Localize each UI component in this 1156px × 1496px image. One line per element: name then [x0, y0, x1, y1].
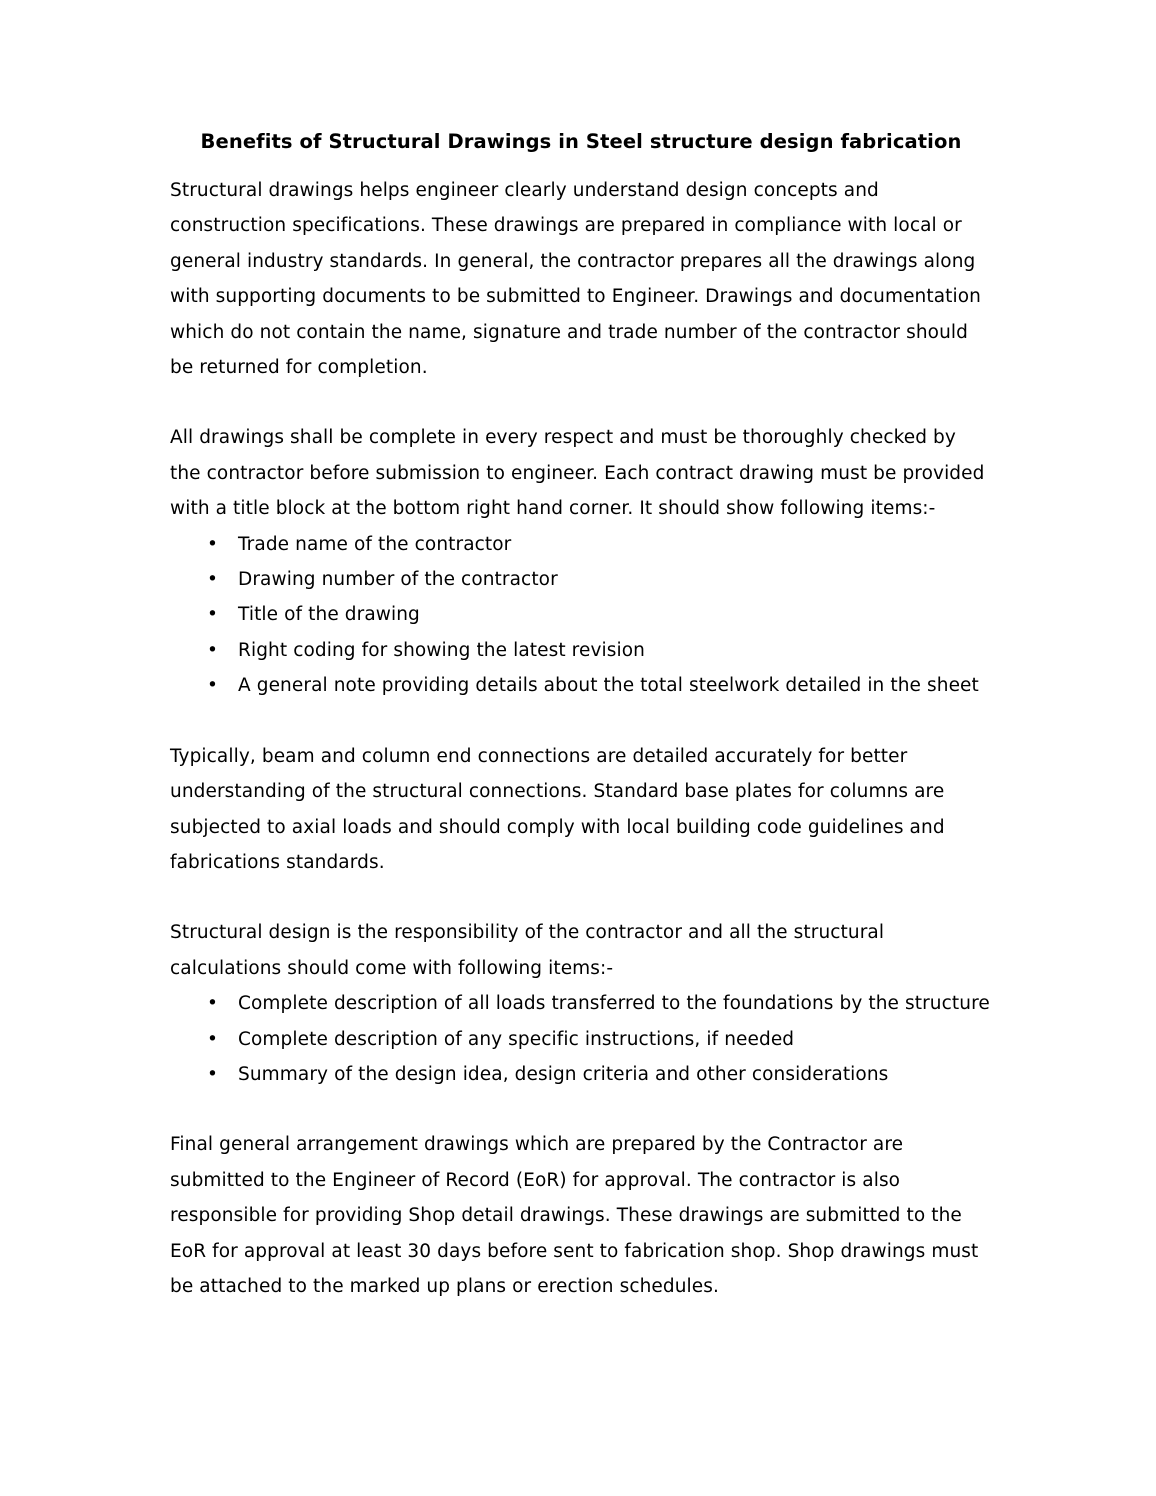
list-item: • A general note providing details about the total steelwork detailed in the sheet	[170, 668, 992, 703]
paragraph-final-drawings: Final general arrangement drawings which are prepared by the Contractor are submitted to the Engineer of Record (EoR) for approval. The contractor is also responsible for providing Shop detail drawings. These drawings are submitted to the EoR for approval at least 30 days before sent to fabrication shop. Shop drawings must be attached to the marked up plans or erection schedules.	[170, 1134, 979, 1297]
list-item: • Trade name of the contractor	[170, 527, 992, 562]
document-title: Benefits of Structural Drawings in Steel structure design fabrication	[200, 130, 962, 153]
paragraph-title-block-requirements: All drawings shall be complete in every respect and must be thoroughly checked by the contractor before submission to engineer. Each contract drawing must be provided with a title block at the bottom right hand corner. It should show following items:-	[170, 427, 985, 520]
list-item: • Drawing number of the contractor	[170, 562, 992, 597]
list-item: • Right coding for showing the latest revision	[170, 633, 992, 668]
list-item: • Summary of the design idea, design criteria and other considerations	[170, 1057, 992, 1092]
paragraph-intro: Structural drawings helps engineer clearly understand design concepts and construction specifications. These drawings are prepared in compliance with local or general industry standards. In general, the contractor prepares all the drawings along with supporting documents to be submitted to Engineer. Drawings and documentation which do not contain the name, signature and trade number of the contractor should be returned for completion.	[170, 180, 981, 379]
list-item: • Complete description of any specific instructions, if needed	[170, 1022, 992, 1057]
list-item: • Title of the drawing	[170, 597, 992, 632]
paragraph-connections: Typically, beam and column end connections are detailed accurately for better understanding of the structural connections. Standard base plates for columns are subjected to axial loads and should comply with local building code guidelines and fabrications standards.	[170, 745, 945, 873]
title-block-items-list	[170, 527, 992, 704]
list-item: • Complete description of all loads transferred to the foundations by the structure	[170, 986, 992, 1021]
calculation-items-list	[170, 986, 992, 1092]
paragraph-structural-design: Structural design is the responsibility of the contractor and all the structural calculations should come with following items:-	[170, 922, 885, 979]
